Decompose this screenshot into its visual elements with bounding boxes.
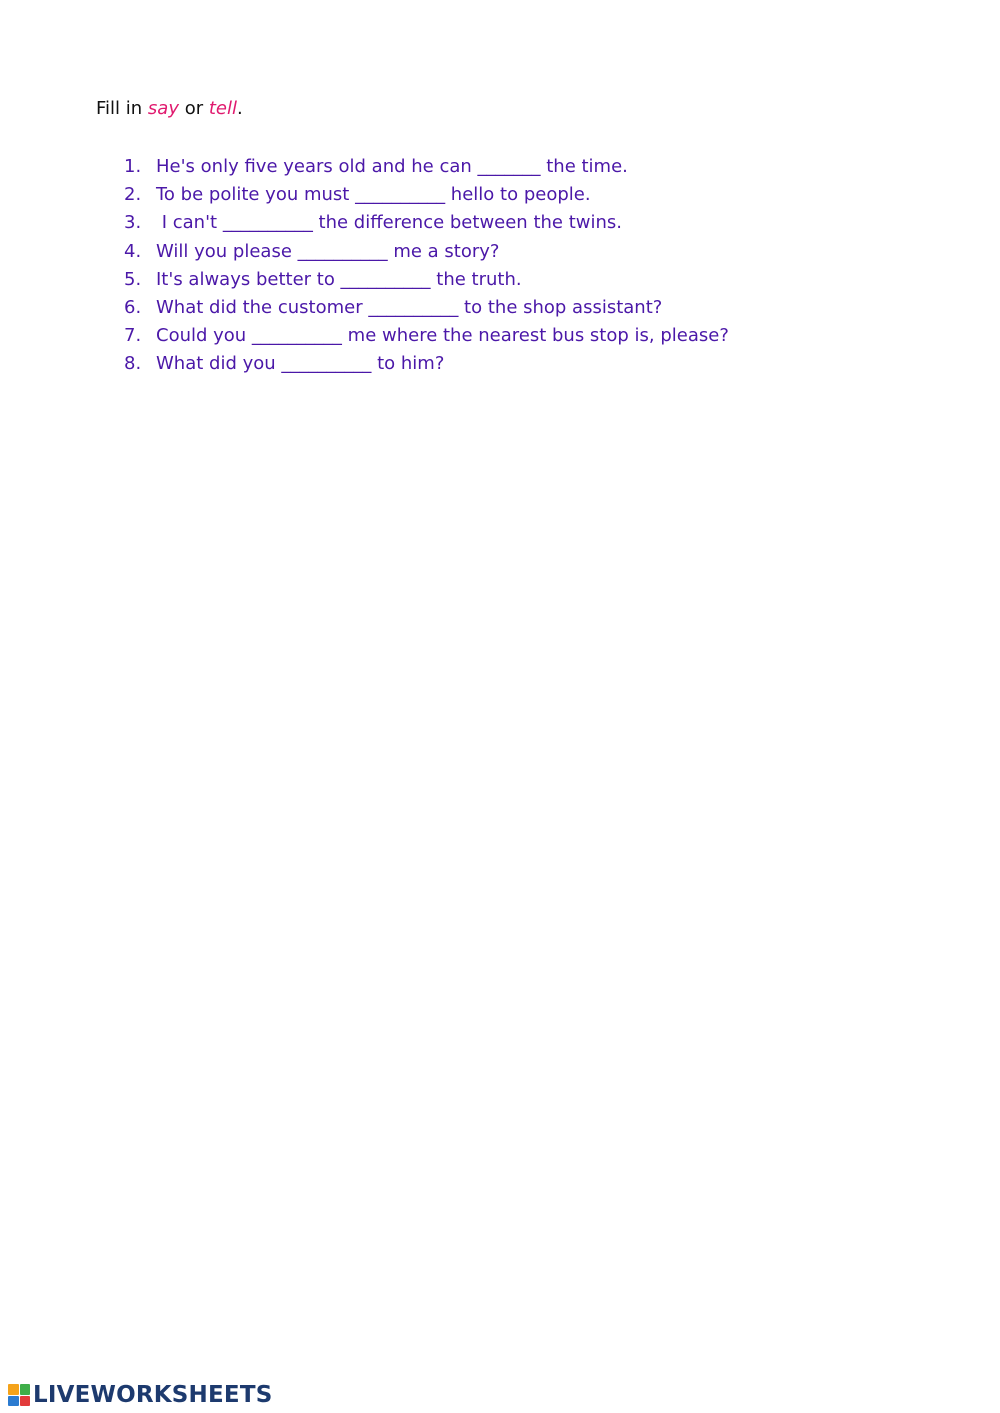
exercise-item-1[interactable] [124, 153, 729, 181]
exercise-item-2[interactable] [124, 181, 729, 209]
item-number: 7. [124, 325, 142, 347]
exercise-item-4[interactable] [124, 238, 729, 266]
item-number: 6. [124, 296, 142, 318]
item-number: 4. [124, 240, 142, 262]
item-number: 5. [124, 268, 142, 290]
exercise-item-7[interactable] [124, 322, 729, 350]
item-text: I can't __________ the difference between the twins. [156, 212, 622, 234]
liveworksheets-logo-icon [8, 1384, 30, 1406]
keyword-tell: tell [208, 98, 237, 119]
item-text: What did the customer __________ to the shop assistant? [156, 296, 663, 318]
item-number: 2. [124, 184, 142, 206]
item-number: 3. [124, 212, 142, 234]
item-number: 8. [124, 353, 142, 375]
item-number: 1. [124, 156, 142, 177]
keyword-say: say [147, 98, 179, 119]
exercise-item-6[interactable] [124, 294, 729, 322]
item-text: Could you __________ me where the nearest bus stop is, please? [156, 325, 729, 347]
instruction-prefix: Fill in [96, 98, 148, 119]
exercise-item-8[interactable] [124, 350, 729, 378]
item-text: Will you please __________ me a story? [156, 240, 500, 262]
exercise-item-5[interactable] [124, 266, 729, 294]
item-text: It's always better to __________ the truth. [156, 268, 522, 290]
item-text: He's only five years old and he can _______ the time. [156, 156, 628, 177]
exercise-item-3[interactable] [124, 209, 729, 237]
instruction-suffix: . [236, 98, 243, 119]
exercise-list [124, 153, 729, 379]
item-text: To be polite you must __________ hello to people. [156, 184, 591, 206]
footer-branding[interactable] [8, 1380, 272, 1410]
brand-name: LIVEWORKSHEETS [33, 1382, 273, 1408]
instruction-line [96, 98, 243, 119]
instruction-middle: or [178, 98, 209, 119]
item-text: What did you __________ to him? [156, 353, 445, 375]
